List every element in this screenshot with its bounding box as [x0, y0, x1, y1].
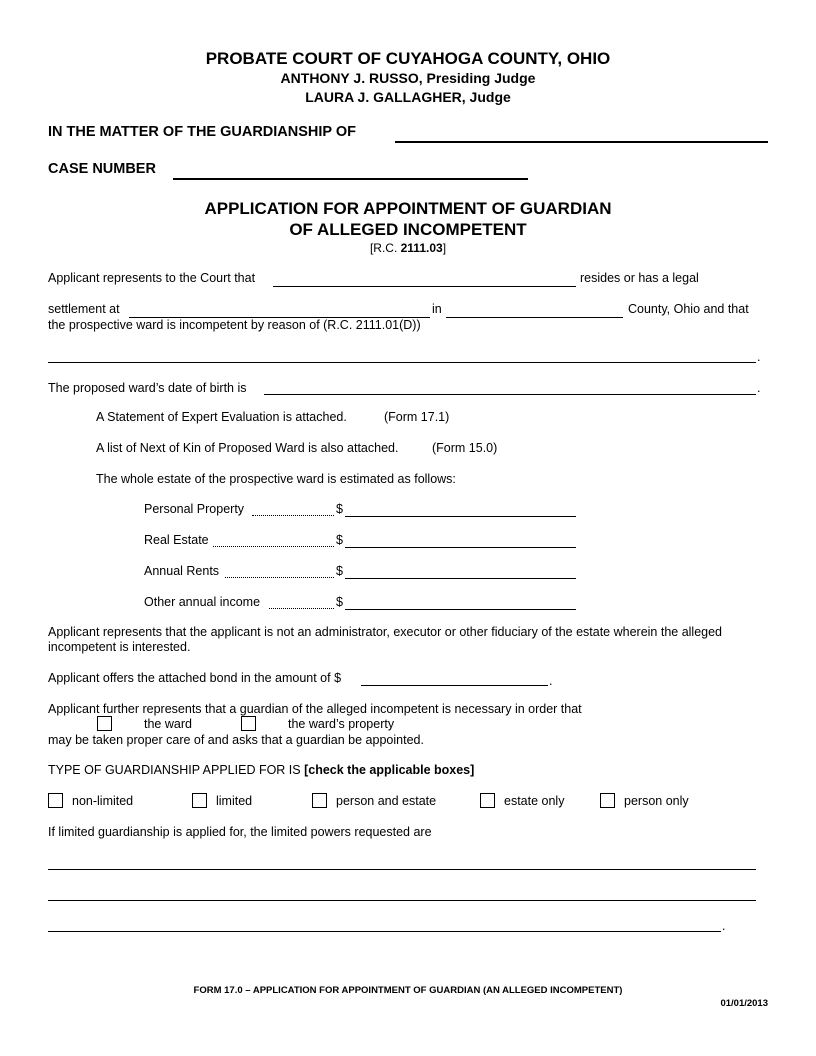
settlement-in: in [432, 302, 442, 316]
estate-value-line [345, 609, 576, 610]
estate-only-checkbox[interactable] [480, 793, 495, 808]
next-of-kin-form-ref: (Form 15.0) [432, 441, 498, 455]
estate-label-rents: Annual Rents [144, 564, 220, 578]
next-of-kin: A list of Next of Kin of Proposed Ward is also attached. [96, 441, 399, 455]
reason-period: . [757, 350, 761, 364]
estate-value-line [345, 547, 576, 548]
estate-label-personal: Personal Property [144, 502, 245, 516]
limited-powers-input-1[interactable] [50, 854, 754, 869]
presiding-judge: ANTHONY J. RUSSO, Presiding Judge [280, 70, 536, 86]
bond-period: . [549, 674, 553, 688]
estate-only-label: estate only [504, 794, 565, 808]
estate-currency: $ [336, 595, 343, 609]
dob-label: The proposed ward’s date of birth is [48, 381, 247, 395]
footer-date: 01/01/2013 [720, 998, 768, 1009]
estate-leader [225, 577, 334, 578]
settlement-input[interactable] [132, 302, 428, 317]
case-number-label: CASE NUMBER [48, 161, 156, 177]
limited-powers-input-3[interactable] [50, 916, 719, 931]
non-limited-checkbox[interactable] [48, 793, 63, 808]
dob-line [264, 394, 756, 395]
estate-leader [252, 515, 334, 516]
applicant-prefix: Applicant represents to the Court that [48, 271, 256, 285]
fiduciary-statement-line2: incompetent is interested. [48, 640, 191, 654]
person-and-estate-label: person and estate [336, 794, 437, 808]
applicant-line [273, 286, 576, 287]
limited-powers-line [48, 931, 721, 932]
applicant-input[interactable] [276, 271, 574, 286]
real-estate-input[interactable] [348, 532, 574, 547]
estate-value-line [345, 516, 576, 517]
estate-currency: $ [336, 502, 343, 516]
county-input[interactable] [449, 302, 621, 317]
estate-intro: The whole estate of the prospective ward is estimated as follows: [96, 472, 456, 486]
guardianship-type-label: TYPE OF GUARDIANSHIP APPLIED FOR IS [check the applicable boxes] [48, 763, 475, 777]
person-only-checkbox[interactable] [600, 793, 615, 808]
other-income-input[interactable] [348, 594, 574, 609]
ward-property-option-label: the ward’s property [288, 717, 395, 731]
reason-line [48, 362, 756, 363]
bond-input[interactable] [364, 670, 546, 685]
non-limited-label: non-limited [72, 794, 134, 808]
expert-form-ref: (Form 17.1) [384, 410, 450, 424]
further-represents: Applicant further represents that a guardian of the alleged incompetent is necessary in order that [48, 702, 582, 716]
limited-checkbox[interactable] [192, 793, 207, 808]
limited-powers-line [48, 869, 756, 870]
personal-property-input[interactable] [348, 501, 574, 516]
applicant-suffix: resides or has a legal [580, 271, 699, 285]
county-line [446, 317, 623, 318]
case-number-line [173, 178, 528, 180]
dob-input[interactable] [267, 379, 754, 394]
estate-leader [213, 546, 334, 547]
estate-currency: $ [336, 564, 343, 578]
estate-leader [269, 608, 334, 609]
estate-label-real: Real Estate [144, 533, 209, 547]
ward-checkbox[interactable] [97, 716, 112, 731]
ward-option-label: the ward [144, 717, 192, 731]
form-title-line2: OF ALLEGED INCOMPETENT [289, 220, 527, 239]
incompetent-reason: the prospective ward is incompetent by reason of (R.C. 2111.01(D)) [48, 318, 421, 332]
person-only-label: person only [624, 794, 689, 808]
limited-powers-line [48, 900, 756, 901]
court-name: PROBATE COURT OF CUYAHOGA COUNTY, OHIO [205, 49, 611, 68]
estate-currency: $ [336, 533, 343, 547]
annual-rents-input[interactable] [348, 563, 574, 578]
settlement-prefix: settlement at [48, 302, 120, 316]
estate-value-line [345, 578, 576, 579]
proper-care-statement: may be taken proper care of and asks that a guardian be appointed. [48, 733, 424, 747]
bond-label: Applicant offers the attached bond in the amount of $ [48, 671, 342, 685]
case-number-input[interactable] [176, 161, 526, 177]
fiduciary-statement-line1: Applicant represents that the applicant is not an administrator, executor or other fiduciary of the estate wherein the alleged [48, 625, 723, 639]
estate-label-other: Other annual income [144, 595, 261, 609]
matter-label: IN THE MATTER OF THE GUARDIANSHIP OF [48, 124, 356, 140]
dob-period: . [757, 381, 761, 395]
ward-name-line [395, 141, 768, 143]
limited-powers-period: . [722, 919, 726, 933]
limited-label: limited [216, 794, 253, 808]
settlement-suffix: County, Ohio and that [628, 302, 749, 316]
limited-powers-input-2[interactable] [50, 885, 754, 900]
statute-reference: [R.C. 2111.03] [369, 241, 447, 255]
reason-input[interactable] [50, 347, 754, 362]
form-title-line1: APPLICATION FOR APPOINTMENT OF GUARDIAN [204, 199, 612, 218]
bond-line [361, 685, 548, 686]
ward-property-checkbox[interactable] [241, 716, 256, 731]
footer-form-title: FORM 17.0 – APPLICATION FOR APPOINTMENT OF GUARDIAN (AN ALLEGED INCOMPETENT) [193, 985, 623, 996]
ward-name-input[interactable] [398, 124, 766, 140]
limited-powers-label: If limited guardianship is applied for, the limited powers requested are [48, 825, 432, 839]
judge: LAURA J. GALLAGHER, Judge [305, 89, 511, 105]
person-and-estate-checkbox[interactable] [312, 793, 327, 808]
expert-evaluation: A Statement of Expert Evaluation is attached. [96, 410, 347, 424]
